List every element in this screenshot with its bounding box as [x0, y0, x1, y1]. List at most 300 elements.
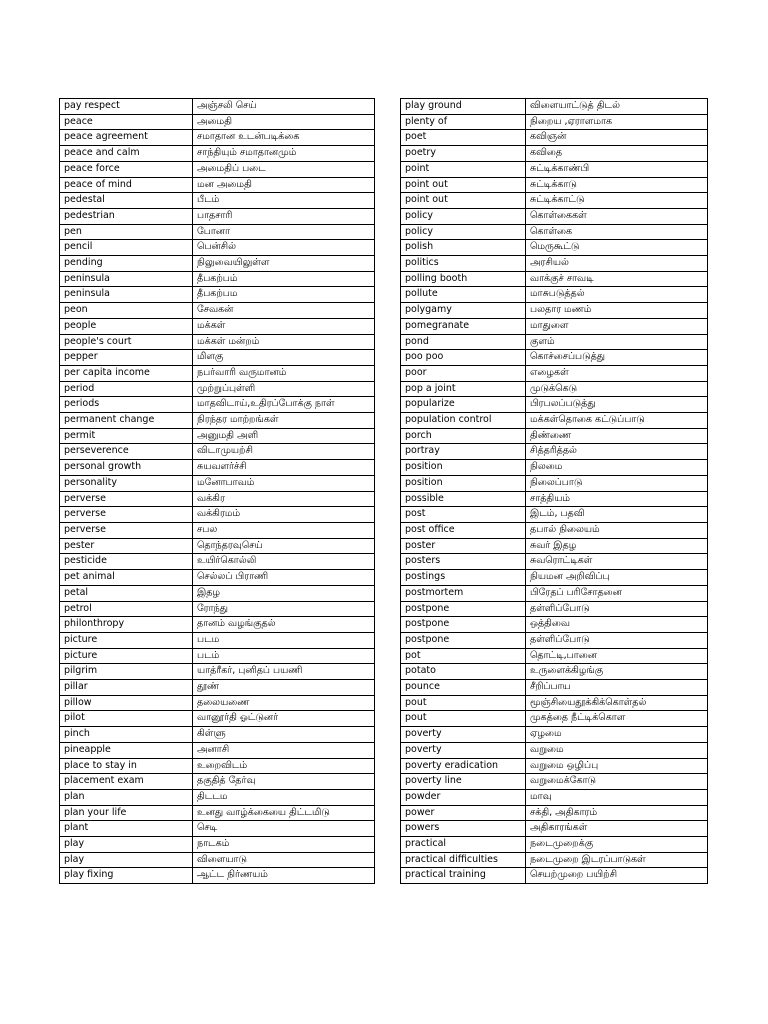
tamil-translation: அனுமதி அளி	[193, 428, 375, 444]
table-row	[60, 711, 375, 727]
table-row	[60, 114, 375, 130]
table-row	[401, 554, 708, 570]
tamil-translation: தலையணை	[193, 695, 375, 711]
table-row	[401, 208, 708, 224]
english-term: practical difficulties	[401, 852, 526, 868]
english-term: people's court	[60, 334, 193, 350]
table-row	[401, 789, 708, 805]
table-row	[401, 837, 708, 853]
english-term: picture	[60, 632, 193, 648]
english-term: pout	[401, 711, 526, 727]
tamil-translation: சாத்தியம்	[526, 491, 708, 507]
english-term: place to stay in	[60, 758, 193, 774]
tamil-translation: தீபகற்பம்	[193, 271, 375, 287]
english-term: practical	[401, 837, 526, 853]
english-term: post	[401, 507, 526, 523]
english-term: periods	[60, 397, 193, 413]
table-row	[401, 742, 708, 758]
english-term: poverty	[401, 727, 526, 743]
english-term: pollute	[401, 287, 526, 303]
tamil-translation: வறுமைக்கோடு	[526, 774, 708, 790]
english-term: pesticide	[60, 554, 193, 570]
tamil-translation: மக்கள்தொகை கட்டுப்பாடு	[526, 413, 708, 429]
tamil-translation: உனது வாழ்க்கையை திட்டமிடு	[193, 805, 375, 821]
table-row	[60, 680, 375, 696]
table-row	[60, 413, 375, 429]
english-term: peace and calm	[60, 146, 193, 162]
tamil-translation: வாக்குச் சாவடி	[526, 271, 708, 287]
table-row	[60, 821, 375, 837]
tamil-translation: செல்லப் பிராணி	[193, 570, 375, 586]
tamil-translation: தொந்தரவுசெய்	[193, 538, 375, 554]
table-row	[60, 852, 375, 868]
english-term: post office	[401, 522, 526, 538]
tamil-translation: சுயவளர்ச்சி	[193, 460, 375, 476]
english-term: peninsula	[60, 271, 193, 287]
english-term: pen	[60, 224, 193, 240]
table-row	[401, 491, 708, 507]
tamil-translation: அனாசி	[193, 742, 375, 758]
english-term: pillar	[60, 680, 193, 696]
tamil-translation: மக்கள்	[193, 318, 375, 334]
tamil-translation: தானம் வழங்குதல்	[193, 617, 375, 633]
english-term: play	[60, 852, 193, 868]
tamil-translation: முகத்தை நீட்டிக்கொள	[526, 711, 708, 727]
english-term: pout	[401, 695, 526, 711]
tamil-translation: அமைதி	[193, 114, 375, 130]
table-row	[401, 397, 708, 413]
tamil-translation: கவிஞன்	[526, 130, 708, 146]
english-term: people	[60, 318, 193, 334]
tamil-translation: படம	[193, 632, 375, 648]
table-row	[401, 177, 708, 193]
table-row	[401, 632, 708, 648]
table-row	[401, 130, 708, 146]
table-row	[401, 507, 708, 523]
table-row	[60, 522, 375, 538]
tamil-translation: நிலுவையிலுள்ள	[193, 256, 375, 272]
tamil-translation: நிலமை	[526, 460, 708, 476]
table-row	[60, 397, 375, 413]
tamil-translation: அரசியல்	[526, 256, 708, 272]
tamil-translation: இதழ	[193, 585, 375, 601]
english-term: pounce	[401, 680, 526, 696]
english-term: poster	[401, 538, 526, 554]
english-term: play ground	[401, 99, 526, 115]
english-term: porch	[401, 428, 526, 444]
english-term: poverty line	[401, 774, 526, 790]
english-term: postpone	[401, 617, 526, 633]
tamil-translation: சித்தரித்தல்	[526, 444, 708, 460]
table-row	[401, 114, 708, 130]
table-row	[60, 350, 375, 366]
tamil-translation: பலதார மணம்	[526, 303, 708, 319]
english-term: petal	[60, 585, 193, 601]
tamil-translation: நாடகம்	[193, 837, 375, 853]
tamil-translation: அதிகாரங்கள்	[526, 821, 708, 837]
table-row	[401, 570, 708, 586]
english-term: popularize	[401, 397, 526, 413]
left-glossary-body	[60, 99, 375, 884]
table-row	[60, 256, 375, 272]
table-row	[401, 146, 708, 162]
table-row	[60, 585, 375, 601]
english-term: potato	[401, 664, 526, 680]
english-term: poverty eradication	[401, 758, 526, 774]
english-term: pedestrian	[60, 208, 193, 224]
english-term: poverty	[401, 742, 526, 758]
right-glossary-table	[400, 98, 708, 884]
english-term: perverse	[60, 507, 193, 523]
tamil-translation: மூஞ்சியைதூக்கிக்கொள்தல்	[526, 695, 708, 711]
table-row	[60, 538, 375, 554]
table-row	[60, 271, 375, 287]
tamil-translation: உருளைக்கிழங்கு	[526, 664, 708, 680]
english-term: pinch	[60, 727, 193, 743]
tamil-translation: மெருகூட்டு	[526, 240, 708, 256]
tamil-translation: ரோந்து	[193, 601, 375, 617]
english-term: pet animal	[60, 570, 193, 586]
tamil-translation: வறுமை	[526, 742, 708, 758]
table-row	[401, 381, 708, 397]
english-term: polygamy	[401, 303, 526, 319]
table-row	[401, 224, 708, 240]
tamil-translation: யாத்ரீகர், புனிதப் பயணி	[193, 664, 375, 680]
english-term: polish	[401, 240, 526, 256]
table-row	[60, 789, 375, 805]
english-term: pending	[60, 256, 193, 272]
english-term: point out	[401, 177, 526, 193]
table-row	[60, 444, 375, 460]
english-term: plan your life	[60, 805, 193, 821]
english-term: personality	[60, 475, 193, 491]
table-row	[60, 475, 375, 491]
english-term: perverse	[60, 491, 193, 507]
tamil-translation: நிலைப்பாடு	[526, 475, 708, 491]
table-row	[401, 680, 708, 696]
table-row	[401, 648, 708, 664]
table-row	[401, 585, 708, 601]
tamil-translation: மாதவிடாய்,உதிரப்போக்கு நாள்	[193, 397, 375, 413]
english-term: picture	[60, 648, 193, 664]
english-term: postpone	[401, 601, 526, 617]
table-row	[401, 365, 708, 381]
tamil-translation: சுவர் இதழ	[526, 538, 708, 554]
tamil-translation: நடைமுறைக்கு	[526, 837, 708, 853]
tamil-translation: நிறைய ,ஏராளமாக	[526, 114, 708, 130]
english-term: peon	[60, 303, 193, 319]
english-term: policy	[401, 208, 526, 224]
tamil-translation: திண்ணை	[526, 428, 708, 444]
english-term: placement exam	[60, 774, 193, 790]
english-term: pomegranate	[401, 318, 526, 334]
tamil-translation: தபால் நிலையம்	[526, 522, 708, 538]
english-term: per capita income	[60, 365, 193, 381]
tamil-translation: விளையாட்டுத் திடல்	[526, 99, 708, 115]
english-term: peninsula	[60, 287, 193, 303]
table-row	[60, 303, 375, 319]
tamil-translation: தள்ளிப்போடு	[526, 601, 708, 617]
table-row	[401, 617, 708, 633]
tamil-translation: கவிதை	[526, 146, 708, 162]
tamil-translation: முடுக்கெடு	[526, 381, 708, 397]
tamil-translation: கொள்கை	[526, 224, 708, 240]
tamil-translation: எழைகள்	[526, 365, 708, 381]
tamil-translation: நடைமுறை இடரப்பாடுகள்	[526, 852, 708, 868]
english-term: peace of mind	[60, 177, 193, 193]
tamil-translation: திடடம	[193, 789, 375, 805]
table-row	[401, 758, 708, 774]
english-term: point out	[401, 193, 526, 209]
table-row	[60, 365, 375, 381]
english-term: pop a joint	[401, 381, 526, 397]
english-term: policy	[401, 224, 526, 240]
left-glossary-table	[59, 98, 375, 884]
table-row	[60, 837, 375, 853]
table-row	[60, 161, 375, 177]
table-row	[401, 774, 708, 790]
table-row	[60, 460, 375, 476]
english-term: petrol	[60, 601, 193, 617]
table-row	[401, 428, 708, 444]
tamil-translation: நிரந்தர மாற்றங்கள்	[193, 413, 375, 429]
tamil-translation: சேவகன்	[193, 303, 375, 319]
tamil-translation: உயிர்கொல்லி	[193, 554, 375, 570]
table-row	[401, 334, 708, 350]
tamil-translation: மாசுபடுத்தல்	[526, 287, 708, 303]
table-row	[401, 303, 708, 319]
table-row	[401, 727, 708, 743]
english-term: perverse	[60, 522, 193, 538]
tamil-translation: செடி	[193, 821, 375, 837]
tamil-translation: வறுமை ஒழிப்பு	[526, 758, 708, 774]
table-row	[401, 852, 708, 868]
table-row	[401, 664, 708, 680]
table-row	[401, 460, 708, 476]
table-row	[401, 538, 708, 554]
table-row	[60, 727, 375, 743]
table-row	[60, 570, 375, 586]
table-row	[60, 193, 375, 209]
english-term: poet	[401, 130, 526, 146]
table-row	[60, 774, 375, 790]
english-term: pedestal	[60, 193, 193, 209]
table-row	[60, 695, 375, 711]
tamil-translation: அஞ்சலி செய்	[193, 99, 375, 115]
table-row	[60, 742, 375, 758]
table-row	[60, 428, 375, 444]
english-term: pepper	[60, 350, 193, 366]
tamil-translation: படம்	[193, 648, 375, 664]
english-term: plant	[60, 821, 193, 837]
table-row	[60, 491, 375, 507]
tamil-translation: தகுதித் தேர்வு	[193, 774, 375, 790]
table-row	[60, 287, 375, 303]
table-row	[60, 381, 375, 397]
table-row	[401, 256, 708, 272]
tamil-translation: ஒத்திவை	[526, 617, 708, 633]
table-row	[401, 805, 708, 821]
table-row	[60, 146, 375, 162]
table-row	[60, 617, 375, 633]
english-term: peace force	[60, 161, 193, 177]
table-row	[60, 177, 375, 193]
tamil-translation: சாந்தியும் சமாதானமும்	[193, 146, 375, 162]
table-row	[60, 554, 375, 570]
tamil-translation: சுட்டிக்காட்டு	[526, 193, 708, 209]
table-row	[401, 475, 708, 491]
table-row	[401, 318, 708, 334]
tamil-translation: குளம்	[526, 334, 708, 350]
table-row	[60, 208, 375, 224]
table-row	[401, 350, 708, 366]
tamil-translation: முற்றுப்புள்ளி	[193, 381, 375, 397]
english-term: polling booth	[401, 271, 526, 287]
tamil-translation: பாதசாரி	[193, 208, 375, 224]
tamil-translation: சீறிப்பாய	[526, 680, 708, 696]
english-term: position	[401, 460, 526, 476]
tamil-translation: சபல	[193, 522, 375, 538]
tamil-translation: சுவரொட்டிகள்	[526, 554, 708, 570]
table-row	[60, 758, 375, 774]
tamil-translation: சமாதான உடன்படிக்கை	[193, 130, 375, 146]
english-term: powers	[401, 821, 526, 837]
english-term: pencil	[60, 240, 193, 256]
english-term: permit	[60, 428, 193, 444]
table-row	[401, 287, 708, 303]
english-term: perseverence	[60, 444, 193, 460]
table-row	[401, 522, 708, 538]
tamil-translation: மனோபாவம்	[193, 475, 375, 491]
tamil-translation: மாவு	[526, 789, 708, 805]
english-term: position	[401, 475, 526, 491]
tamil-translation: கொள்கைகள்	[526, 208, 708, 224]
table-row	[401, 240, 708, 256]
table-row	[401, 413, 708, 429]
english-term: personal growth	[60, 460, 193, 476]
table-row	[60, 507, 375, 523]
english-term: posters	[401, 554, 526, 570]
english-term: permanent change	[60, 413, 193, 429]
tamil-translation: பிரபலப்படுத்து	[526, 397, 708, 413]
tamil-translation: கிள்ளு	[193, 727, 375, 743]
tamil-translation: வானூர்தி ஓட்டுனர்	[193, 711, 375, 727]
tamil-translation: தள்ளிப்போடு	[526, 632, 708, 648]
english-term: plenty of	[401, 114, 526, 130]
english-term: pillow	[60, 695, 193, 711]
tamil-translation: மன அமைதி	[193, 177, 375, 193]
table-row	[401, 601, 708, 617]
right-glossary-body	[401, 99, 708, 884]
tamil-translation: சக்தி, அதிகாரம்	[526, 805, 708, 821]
english-term: play	[60, 837, 193, 853]
tamil-translation: பீடம்	[193, 193, 375, 209]
tamil-translation: சுட்டிக்காடு	[526, 177, 708, 193]
table-row	[60, 240, 375, 256]
english-term: plan	[60, 789, 193, 805]
tamil-translation: கொச்சைப்படுத்து	[526, 350, 708, 366]
english-term: practical training	[401, 868, 526, 884]
table-row	[60, 805, 375, 821]
tamil-translation: விடாமுயற்சி	[193, 444, 375, 460]
tamil-translation: உறைவிடம்	[193, 758, 375, 774]
english-term: portray	[401, 444, 526, 460]
english-term: politics	[401, 256, 526, 272]
tamil-translation: வக்கிர	[193, 491, 375, 507]
table-row	[60, 334, 375, 350]
table-row	[60, 664, 375, 680]
tamil-translation: இடம், பதவி	[526, 507, 708, 523]
tamil-translation: விளையாடு	[193, 852, 375, 868]
tamil-translation: ஆட்ட நிர்ணயம்	[193, 868, 375, 884]
tamil-translation: அமைதிப் படை	[193, 161, 375, 177]
tamil-translation: மாதுளை	[526, 318, 708, 334]
tamil-translation: தூண்	[193, 680, 375, 696]
table-row	[60, 99, 375, 115]
english-term: point	[401, 161, 526, 177]
table-row	[60, 868, 375, 884]
english-term: pot	[401, 648, 526, 664]
english-term: period	[60, 381, 193, 397]
table-row	[60, 601, 375, 617]
english-term: power	[401, 805, 526, 821]
tamil-translation: சுட்டிக்காண்பி	[526, 161, 708, 177]
english-term: pilgrim	[60, 664, 193, 680]
english-term: postmortem	[401, 585, 526, 601]
english-term: pineapple	[60, 742, 193, 758]
english-term: postpone	[401, 632, 526, 648]
english-term: peace	[60, 114, 193, 130]
table-row	[60, 130, 375, 146]
table-row	[401, 99, 708, 115]
tamil-translation: நியமன அறிவிப்பு	[526, 570, 708, 586]
table-row	[60, 632, 375, 648]
tamil-translation: பிரேதப் பரிசோதனை	[526, 585, 708, 601]
table-row	[401, 868, 708, 884]
table-row	[401, 711, 708, 727]
english-term: pond	[401, 334, 526, 350]
english-term: pay respect	[60, 99, 193, 115]
english-term: powder	[401, 789, 526, 805]
tamil-translation: மக்கள் மன்றம்	[193, 334, 375, 350]
table-row	[60, 224, 375, 240]
table-row	[401, 695, 708, 711]
english-term: play fixing	[60, 868, 193, 884]
tamil-translation: போனா	[193, 224, 375, 240]
table-row	[401, 821, 708, 837]
table-row	[60, 318, 375, 334]
english-term: poetry	[401, 146, 526, 162]
english-term: poor	[401, 365, 526, 381]
tamil-translation: செயற்முறை பயிற்சி	[526, 868, 708, 884]
tamil-translation: தொட்டி,பானை	[526, 648, 708, 664]
tamil-translation: தீபகற்பம	[193, 287, 375, 303]
tamil-translation: ஏழமை	[526, 727, 708, 743]
table-row	[401, 444, 708, 460]
english-term: population control	[401, 413, 526, 429]
table-row	[401, 193, 708, 209]
table-row	[401, 271, 708, 287]
english-term: pilot	[60, 711, 193, 727]
english-term: philonthropy	[60, 617, 193, 633]
table-row	[60, 648, 375, 664]
english-term: possible	[401, 491, 526, 507]
english-term: peace agreement	[60, 130, 193, 146]
english-term: postings	[401, 570, 526, 586]
tamil-translation: நபர்வாரி வருமானம்	[193, 365, 375, 381]
tamil-translation: மிளகு	[193, 350, 375, 366]
english-term: pester	[60, 538, 193, 554]
